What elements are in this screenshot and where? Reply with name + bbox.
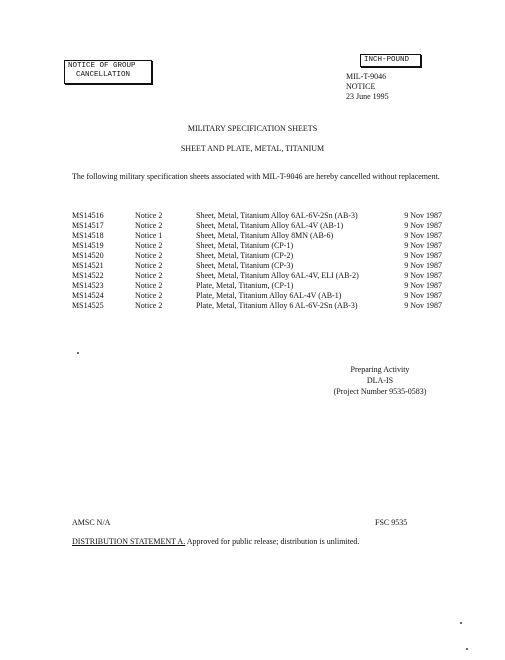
- doc-number: MIL-T-9046: [346, 72, 387, 81]
- sheet-title: Plate, Metal, Titanium Alloy 6AL-4V (AB-1): [196, 291, 342, 300]
- table-row: [72, 281, 442, 291]
- fsc-code: FSC 9535: [375, 518, 408, 527]
- scan-speck: [466, 648, 468, 650]
- table-row: [72, 291, 442, 301]
- table-row: [72, 221, 442, 231]
- intro-paragraph: The following military specification sheets associated with MIL-T-9046 are hereby cancelled without replacement.: [72, 172, 440, 181]
- preparing-label: Preparing Activity: [350, 365, 410, 374]
- table-row: [72, 301, 442, 311]
- sheet-notice: Notice 2: [135, 281, 163, 290]
- sheet-title: Plate, Metal, Titanium, (CP-1): [196, 281, 294, 290]
- scan-speck: [77, 352, 79, 354]
- distribution-statement: [72, 537, 359, 546]
- title-line1: MILITARY SPECIFICATION SHEETS: [187, 124, 318, 133]
- sheet-title: Sheet, Metal, Titanium Alloy 6AL-4V (AB-1): [196, 221, 344, 230]
- sheet-title: Sheet, Metal, Titanium (CP-2): [196, 251, 294, 260]
- sheet-date: 9 Nov 1987: [404, 271, 442, 280]
- sheet-number: MS14519: [72, 241, 104, 250]
- notice-of-group-cancellation-box: [64, 60, 152, 84]
- sheet-number: MS14522: [72, 271, 104, 280]
- sheet-notice: Notice 2: [135, 301, 163, 310]
- sheet-notice: Notice 2: [135, 221, 163, 230]
- doc-type: NOTICE: [346, 82, 376, 91]
- notice-box-line2: CANCELLATION: [76, 71, 131, 79]
- preparing-activity: [330, 364, 430, 397]
- table-row: [72, 261, 442, 271]
- sheet-date: 9 Nov 1987: [404, 211, 442, 220]
- sheet-title: Plate, Metal, Titanium Alloy 6 AL-6V-2Sn (AB-3): [196, 301, 358, 310]
- sheet-title: Sheet, Metal, Titanium Alloy 6AL-6V-2Sn (AB-3): [196, 211, 358, 220]
- table-row: [72, 271, 442, 281]
- sheet-number: MS14520: [72, 251, 104, 260]
- title-line2: SHEET AND PLATE, METAL, TITANIUM: [180, 144, 325, 153]
- sheet-title: Sheet, Metal, Titanium (CP-1): [196, 241, 294, 250]
- sheet-notice: Notice 1: [135, 231, 163, 240]
- distribution-text: Approved for public release; distribution is unlimited.: [185, 537, 360, 546]
- sheet-number: MS14516: [72, 211, 104, 220]
- amsc-code: AMSC N/A: [72, 518, 111, 527]
- sheet-notice: Notice 2: [135, 261, 163, 270]
- sheet-title: Sheet, Metal, Titanium (CP-3): [196, 261, 294, 270]
- cancelled-sheets-table: [72, 211, 442, 311]
- sheet-title: Sheet, Metal, Titanium Alloy 8MN (AB-6): [196, 231, 334, 240]
- sheet-number: MS14521: [72, 261, 104, 270]
- sheet-number: MS14523: [72, 281, 104, 290]
- scan-speck: [460, 622, 462, 624]
- sheet-number: MS14525: [72, 301, 104, 310]
- sheet-date: 9 Nov 1987: [404, 301, 442, 310]
- sheet-number: MS14524: [72, 291, 104, 300]
- sheet-date: 9 Nov 1987: [404, 241, 442, 250]
- table-row: [72, 241, 442, 251]
- sheet-number: MS14517: [72, 221, 104, 230]
- sheet-number: MS14518: [72, 231, 104, 240]
- sheet-notice: Notice 2: [135, 291, 163, 300]
- sheet-date: 9 Nov 1987: [404, 261, 442, 270]
- table-row: [72, 231, 442, 241]
- sheet-date: 9 Nov 1987: [404, 251, 442, 260]
- table-row: [72, 211, 442, 221]
- sheet-title: Sheet, Metal, Titanium Alloy 6AL-4V, ELI (AB-2): [196, 271, 359, 280]
- sheet-notice: Notice 2: [135, 271, 163, 280]
- sheet-date: 9 Nov 1987: [404, 281, 442, 290]
- sheet-notice: Notice 2: [135, 251, 163, 260]
- inch-pound-box: INCH-POUND: [360, 54, 421, 67]
- notice-box-line1: NOTICE OF GROUP: [68, 62, 136, 70]
- document-identifier: [346, 72, 389, 102]
- distribution-label: DISTRIBUTION STATEMENT A.: [72, 537, 186, 546]
- sheet-notice: Notice 2: [135, 241, 163, 250]
- sheet-date: 9 Nov 1987: [404, 231, 442, 240]
- preparing-project: (Project Number 9535-0583): [333, 387, 427, 396]
- sheet-notice: Notice 2: [135, 211, 163, 220]
- preparing-org: DLA-IS: [366, 376, 394, 385]
- sheet-date: 9 Nov 1987: [404, 291, 442, 300]
- doc-date: 23 June 1995: [346, 92, 389, 101]
- sheet-date: 9 Nov 1987: [404, 221, 442, 230]
- table-row: [72, 251, 442, 261]
